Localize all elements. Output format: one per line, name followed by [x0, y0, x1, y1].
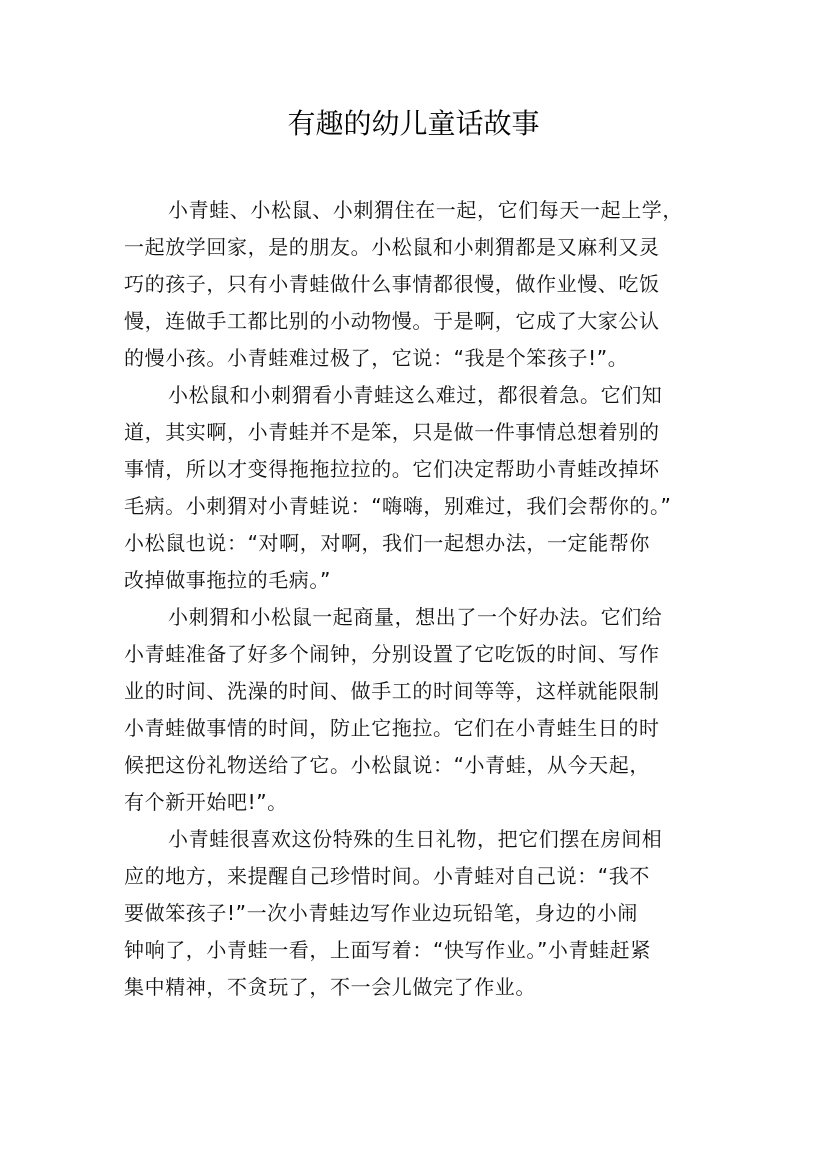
text-line: 小青蛙做事情的时间，防止它拖拉。它们在小青蛙生日的时 — [124, 716, 660, 740]
text-line: 小刺猬和小松鼠一起商量，想出了一个好办法。它们给 — [168, 605, 663, 629]
text-line: 应的地方，来提醒自己珍惜时间。小青蛙对自己说：“我不 — [124, 864, 650, 888]
text-line: 毛病。小刺猬对小青蛙说：“嗨嗨，别难过，我们会帮你的。” — [124, 494, 672, 518]
text-line: 小青蛙很喜欢这份特殊的生日礼物，把它们摆在房间相 — [168, 827, 663, 851]
text-line: 集中精神，不贪玩了，不一会儿做完了作业。 — [124, 975, 536, 999]
text-line: 候把这份礼物送给了它。小松鼠说：“小青蛙，从今天起， — [124, 753, 650, 777]
text-line: 钟响了，小青蛙一看，上面写着：“快写作业。”小青蛙赶紧 — [124, 938, 651, 962]
story-body — [124, 192, 704, 1006]
text-line: 业的时间、洗澡的时间、做手工的时间等等，这样就能限制 — [124, 679, 660, 703]
text-line: 有个新开始吧!”。 — [124, 790, 288, 814]
text-line: 要做笨孩子!”一次小青蛙边写作业边玩铅笔，身边的小闹 — [124, 901, 638, 925]
text-line: 小青蛙、小松鼠、小刺猬住在一起，它们每天一起上学， — [168, 198, 683, 222]
text-line: 道，其实啊，小青蛙并不是笨，只是做一件事情总想着别的 — [124, 420, 660, 444]
document-title: 有趣的幼儿童话故事 — [287, 107, 540, 140]
text-line: 的慢小孩。小青蛙难过极了，它说：“我是个笨孩子!”。 — [124, 346, 629, 370]
text-line: 慢，连做手工都比别的小动物慢。于是啊，它成了大家公认 — [124, 309, 660, 333]
text-line: 事情，所以才变得拖拖拉拉的。它们决定帮助小青蛙改掉坏 — [124, 457, 660, 481]
text-line: 改掉做事拖拉的毛病。” — [124, 568, 331, 592]
text-line: 小青蛙准备了好多个闹钟，分别设置了它吃饭的时间、写作 — [124, 642, 660, 666]
text-line: 巧的孩子，只有小青蛙做什么事情都很慢，做作业慢、吃饭 — [124, 272, 660, 296]
text-line: 小松鼠也说：“对啊，对啊，我们一起想办法，一定能帮你 — [124, 531, 650, 555]
text-line: 一起放学回家，是的朋友。小松鼠和小刺猬都是又麻利又灵 — [124, 235, 660, 259]
text-line: 小松鼠和小刺猬看小青蛙这么难过，都很着急。它们知 — [168, 383, 663, 407]
